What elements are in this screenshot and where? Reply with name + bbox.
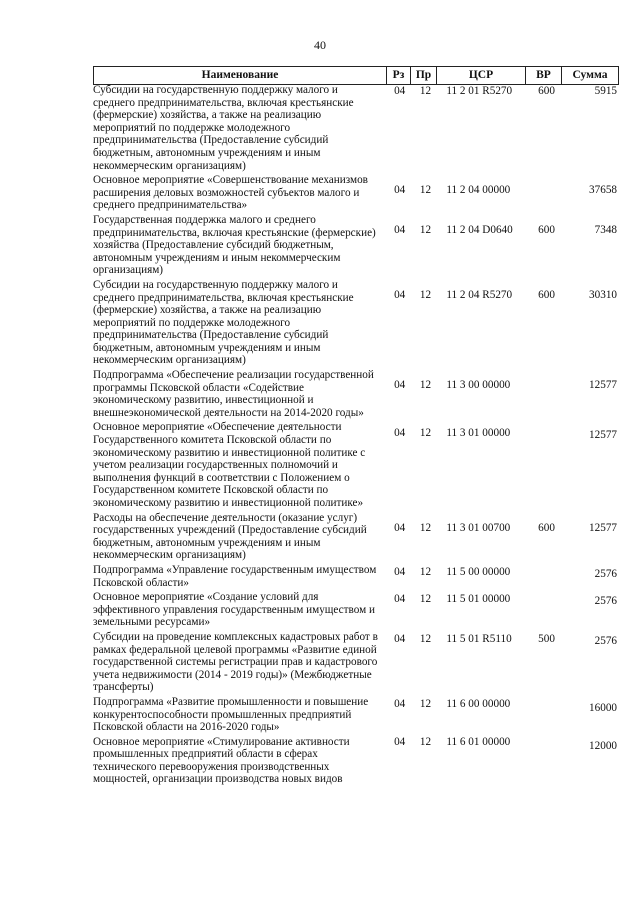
row-sum: 12577 [589, 379, 617, 392]
table-row [93, 84, 617, 172]
row-sum: 5915 [594, 85, 617, 97]
row-pr: 12 [419, 85, 432, 97]
table-row [93, 279, 617, 367]
row-name: Основное мероприятие «Стимулирование активности промышленных предприятий области в сферах технического перевооружения производственных мощностей, организации производства новых видов [93, 735, 350, 786]
row-csr: 11 5 01 R5110 [446, 632, 512, 645]
row-csr: 11 3 00 00000 [446, 379, 511, 392]
page-number: 40 [314, 38, 326, 52]
table-row [93, 591, 617, 629]
row-sum: 2576 [594, 595, 617, 608]
row-vr [532, 174, 562, 212]
row-sum: 2576 [594, 567, 617, 580]
row-csr: 11 3 01 00700 [446, 521, 511, 534]
row-vr [532, 564, 562, 589]
row-sum: 12577 [589, 429, 617, 442]
row-name: Подпрограмма «Развитие промышленности и повышение конкурентоспособности промышленных предприятий Псковской области на 2016-2020 годы» [93, 695, 369, 734]
row-vr [532, 696, 562, 734]
row-sum: 12000 [589, 739, 617, 752]
row-rz: 04 [394, 427, 406, 440]
row-name: Основное мероприятие «Обеспечение деятельности Государственного комитета Псковской области по экономическому развитию и инвестиционной политике с учетом реализации государственных полномочий и выполнения функций в соответствии с Положением о Государственном комитете Псковской области по экономическому развитию и инвестиционной политике» [93, 421, 366, 509]
row-name: Субсидии на государственную поддержку малого и среднего предпринимательства, включая крестьянские (фермерские) хозяйства, а также на реализацию мероприятий по поддержке молодежного предпринимательства (Предоставление субсидий бюджетным, автономным учреждениям и иным некоммерческим организациям) [93, 84, 354, 172]
row-vr: 600 [538, 521, 555, 534]
row-csr: 11 2 04 00000 [446, 184, 511, 197]
row-rz: 04 [394, 565, 406, 578]
row-sum: 16000 [589, 701, 617, 714]
row-csr: 11 6 00 00000 [446, 697, 511, 710]
table-row [93, 512, 617, 562]
row-vr: 600 [538, 288, 555, 301]
row-rz: 04 [394, 223, 406, 236]
row-sum: 30310 [589, 288, 617, 301]
row-csr: 11 6 01 00000 [446, 735, 511, 748]
row-rz: 04 [394, 632, 406, 645]
row-name: Субсидии на государственную поддержку малого и среднего предпринимательства, включая крестьянские (фермерские) хозяйства, а также на реализацию мероприятий по поддержке молодежного предпринимательства (Предоставление субсидий бюджетным, автономным учреждениям и иным некоммерческим организациям) [93, 278, 354, 367]
row-csr: 11 5 01 00000 [446, 593, 511, 606]
row-name: Субсидии на проведение комплексных кадастровых работ в рамках федеральной целевой программы «Развитие единой государственной системы регистрации прав и кадастрового учета недвижимости (2014 - 2019 годы)» (Межбюджетные трансферты) [93, 630, 378, 694]
table-row [93, 631, 617, 694]
header-csr: ЦСР [437, 67, 526, 84]
table-row [93, 421, 617, 509]
row-sum: 7348 [594, 223, 617, 236]
row-sum: 37658 [589, 184, 617, 197]
header-pr: Пр [411, 67, 437, 84]
row-pr: 12 [419, 521, 432, 534]
row-vr [532, 369, 562, 419]
row-csr: 11 2 01 R5270 [446, 85, 513, 97]
header-sum: Сумма [572, 69, 608, 81]
row-vr: 600 [538, 223, 555, 236]
row-rz: 04 [394, 184, 406, 197]
row-pr: 12 [419, 379, 432, 392]
table-row [93, 564, 617, 589]
row-name: Основное мероприятие «Создание условий для эффективного управления государственным имуществом и земельными ресурсами» [93, 591, 375, 629]
table-row [93, 369, 617, 419]
row-pr: 12 [419, 427, 432, 440]
row-csr: 11 3 01 00000 [446, 427, 511, 440]
header-vr: ВР [526, 67, 562, 84]
row-rz: 04 [394, 288, 406, 301]
row-pr: 12 [419, 632, 432, 645]
row-csr: 11 2 04 R5270 [446, 288, 513, 301]
row-name: Подпрограмма «Управление государственным имуществом Псковской области» [93, 563, 377, 589]
row-sum: 12577 [589, 521, 617, 534]
row-csr: 11 5 00 00000 [446, 565, 511, 578]
row-rz: 04 [394, 593, 406, 606]
table-row [93, 214, 617, 277]
row-pr: 12 [419, 593, 432, 606]
row-sum: 2576 [594, 634, 617, 647]
table-row [93, 696, 617, 734]
row-name: Подпрограмма «Обеспечение реализации государственной программы Псковской области «Содействие экономическому развитию, инвестиционной и внешнеэкономической деятельности на 2014-2020 годы» [93, 369, 374, 419]
row-name: Государственная поддержка малого и среднего предпринимательства, включая крестьянские (фермерские) хозяйства (Предоставление субсидий бюджетным, автономным учреждениям и иным некоммерческим организациям) [93, 213, 376, 277]
row-pr: 12 [419, 288, 432, 301]
row-pr: 12 [419, 223, 432, 236]
row-pr: 12 [419, 735, 432, 748]
header-name: Наименование [94, 67, 387, 84]
row-vr [532, 591, 562, 629]
row-vr: 600 [538, 85, 555, 97]
row-rz: 04 [394, 697, 406, 710]
row-name: Основное мероприятие «Совершенствование механизмов расширения деловых возможностей субъектов малого и среднего предпринимательства» [93, 174, 368, 212]
row-rz: 04 [394, 85, 406, 97]
row-pr: 12 [419, 565, 432, 578]
row-pr: 12 [419, 697, 432, 710]
row-name: Расходы на обеспечение деятельности (оказание услуг) государственных учреждений (Предоставление субсидий бюджетным, автономным учреждениям и иным некоммерческим организациям) [93, 511, 367, 562]
table-row [93, 736, 617, 786]
table-body [93, 84, 617, 788]
table-header [93, 66, 619, 85]
row-vr [532, 421, 562, 509]
row-rz: 04 [394, 735, 406, 748]
row-rz: 04 [394, 379, 406, 392]
header-rz: Рз [387, 67, 411, 84]
row-vr: 500 [538, 632, 555, 645]
row-csr: 11 2 04 D0640 [446, 223, 513, 236]
row-rz: 04 [394, 521, 406, 534]
row-vr [532, 736, 562, 786]
table-row [93, 174, 617, 212]
row-pr: 12 [419, 184, 432, 197]
